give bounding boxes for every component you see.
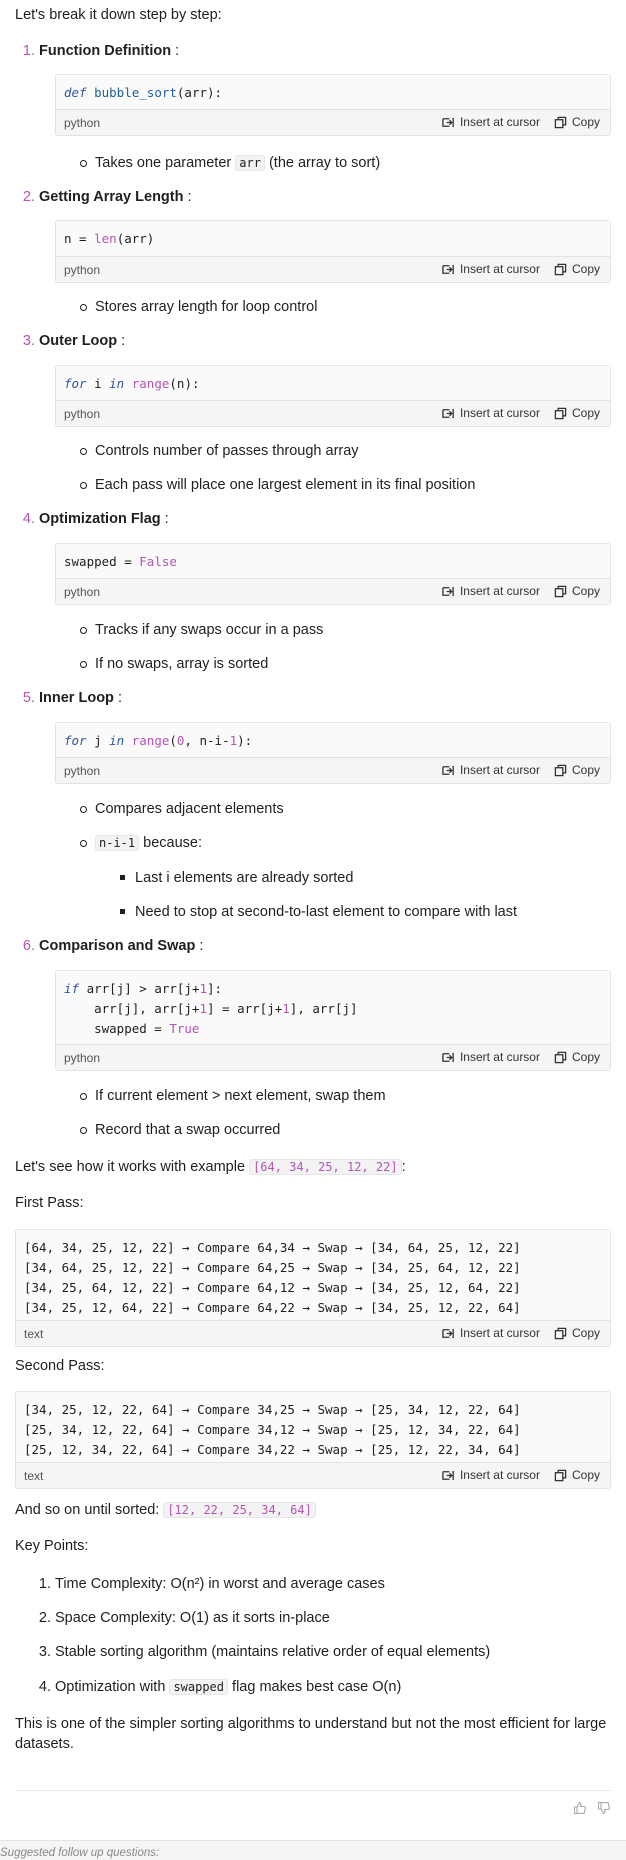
key-point-item: 1. Time Complexity: O(n²) in worst and average cases [38,1576,385,1592]
code-content [16,1230,610,1318]
code-block-comparison-swap [55,970,611,1071]
thumbs-down-icon[interactable] [597,1801,611,1815]
insert-icon [442,407,455,420]
copy-icon [554,116,567,129]
code-block-inner-loop [55,722,611,784]
copy-button[interactable]: Copy [554,1326,600,1340]
code-line: [64, 34, 25, 12, 22] → Compare 64,34 → Swap → [34, 64, 25, 12, 22] [24,1240,521,1255]
code-footer [56,400,610,426]
key-point-item: 2. Space Complexity: O(1) as it sorts in-place [38,1610,330,1626]
insert-icon [442,1469,455,1482]
insert-at-cursor-button[interactable]: Insert at cursor [442,406,540,420]
step-4-title: 4. Optimization Flag : [22,511,169,527]
code-footer [56,578,610,604]
key-point-item: 3. Stable sorting algorithm (maintains relative order of equal elements) [38,1644,491,1660]
divider [15,1790,611,1791]
code-line: [34, 25, 12, 64, 22] → Compare 64,22 → Swap → [34, 25, 12, 22, 64] [24,1300,521,1315]
code-footer [56,109,610,135]
copy-icon [554,263,567,276]
bullet-item: Controls number of passes through array [95,443,359,459]
thumbs-up-icon[interactable] [573,1801,587,1815]
copy-icon [554,1327,567,1340]
closing-paragraph: This is one of the simpler sorting algorithms to understand but not the most efficient for large datasets. [15,1716,607,1752]
copy-icon [554,1051,567,1064]
sub-bullet-item: Need to stop at second-to-last element to compare with last [135,904,518,920]
insert-icon [442,1327,455,1340]
bullet-item: Record that a swap occurred [95,1122,281,1138]
code-line: [25, 12, 34, 22, 64] → Compare 34,22 → Swap → [25, 12, 22, 34, 64] [24,1442,521,1457]
code-language: text [24,1469,44,1483]
code-block-outer-loop [55,365,611,427]
copy-button[interactable]: Copy [554,115,600,129]
key-point-item: 4. Optimization with swapped flag makes best case O(n) [38,1679,402,1695]
copy-button[interactable]: Copy [554,1468,600,1482]
code-footer [16,1462,610,1488]
intro-text: Let's break it down step by step: [15,7,222,23]
bullet-item: Compares adjacent elements [95,801,284,817]
feedback-buttons [573,1801,611,1815]
insert-at-cursor-button[interactable]: Insert at cursor [442,584,540,598]
copy-button[interactable]: Copy [554,763,600,777]
bullet-item: If no swaps, array is sorted [95,656,269,672]
insert-icon [442,585,455,598]
step-6-title: 6. Comparison and Swap : [22,938,204,954]
insert-icon [442,116,455,129]
code-line: [34, 64, 25, 12, 22] → Compare 64,25 → Swap → [34, 25, 64, 12, 22] [24,1260,521,1275]
insert-at-cursor-button[interactable]: Insert at cursor [442,262,540,276]
code-footer [56,256,610,282]
copy-button[interactable]: Copy [554,1050,600,1064]
bullet-item: Takes one parameter arr (the array to sort) [95,155,381,171]
sub-bullet-item: Last i elements are already sorted [135,870,354,886]
insert-at-cursor-button[interactable]: Insert at cursor [442,763,540,777]
code-content: for j in range(0, n-i-1): [56,723,610,751]
code-content [16,1392,610,1460]
code-language: text [24,1327,44,1341]
code-content: for i in range(n): [56,366,610,394]
code-language: python [64,116,101,130]
step-1-title: 1. Function Definition : [22,43,180,59]
code-language: python [64,1051,101,1065]
code-block-second-pass [15,1391,611,1489]
code-line: [34, 25, 64, 12, 22] → Compare 64,12 → Swap → [34, 25, 12, 64, 22] [24,1280,521,1295]
code-block-array-length [55,220,611,283]
code-block-function-definition [55,74,611,136]
inline-code: [64, 34, 25, 12, 22] [249,1159,402,1175]
code-content: swapped = False [56,544,610,572]
code-block-optimization-flag [55,543,611,605]
code-language: python [64,263,101,277]
code-block-first-pass [15,1229,611,1347]
bullet-item: Tracks if any swaps occur in a pass [95,622,324,638]
step-2-title: 2. Getting Array Length : [22,189,192,205]
bullet-item: Stores array length for loop control [95,299,318,315]
copy-icon [554,1469,567,1482]
insert-at-cursor-button[interactable]: Insert at cursor [442,1050,540,1064]
copy-icon [554,585,567,598]
insert-at-cursor-button[interactable]: Insert at cursor [442,115,540,129]
step-3-title: 3. Outer Loop : [22,333,126,349]
inline-code: n-i-1 [95,835,139,851]
suggested-questions-bar: Suggested follow up questions: [0,1840,626,1860]
insert-icon [442,263,455,276]
code-language: python [64,585,101,599]
copy-icon [554,407,567,420]
code-language: python [64,764,101,778]
code-footer [56,1044,610,1070]
second-pass-label: Second Pass: [15,1358,105,1374]
insert-at-cursor-button[interactable]: Insert at cursor [442,1326,540,1340]
insert-icon [442,764,455,777]
copy-button[interactable]: Copy [554,406,600,420]
code-line: [25, 34, 12, 22, 64] → Compare 34,12 → Swap → [25, 12, 34, 22, 64] [24,1422,521,1437]
sorted-paragraph: And so on until sorted: [12, 22, 25, 34, 64] [15,1500,316,1520]
bullet-item: Each pass will place one largest element in its final position [95,477,476,493]
step-5-title: 5. Inner Loop : [22,690,122,706]
code-line: [34, 25, 12, 22, 64] → Compare 34,25 → Swap → [25, 34, 12, 22, 64] [24,1402,521,1417]
code-content: def bubble_sort(arr): [56,75,610,103]
copy-icon [554,764,567,777]
first-pass-label: First Pass: [15,1195,84,1211]
code-footer [16,1320,610,1346]
code-content: if arr[j] > arr[j+1]: arr[j], arr[j+1] = arr[j+1], arr[j] swapped = True [56,971,610,1039]
inline-code: swapped [169,1679,228,1695]
bullet-item: If current element > next element, swap them [95,1088,386,1104]
key-points-label: Key Points: [15,1538,89,1554]
code-footer [56,757,610,783]
copy-button[interactable]: Copy [554,262,600,276]
copy-button[interactable]: Copy [554,584,600,598]
code-content: n = len(arr) [56,221,610,249]
example-paragraph: Let's see how it works with example [64, 34, 25, 12, 22] : [15,1159,406,1175]
bullet-item: n-i-1 because: [95,833,202,853]
inline-code: arr [235,155,265,171]
insert-icon [442,1051,455,1064]
code-language: python [64,407,101,421]
inline-code: [12, 22, 25, 34, 64] [163,1502,316,1518]
insert-at-cursor-button[interactable]: Insert at cursor [442,1468,540,1482]
